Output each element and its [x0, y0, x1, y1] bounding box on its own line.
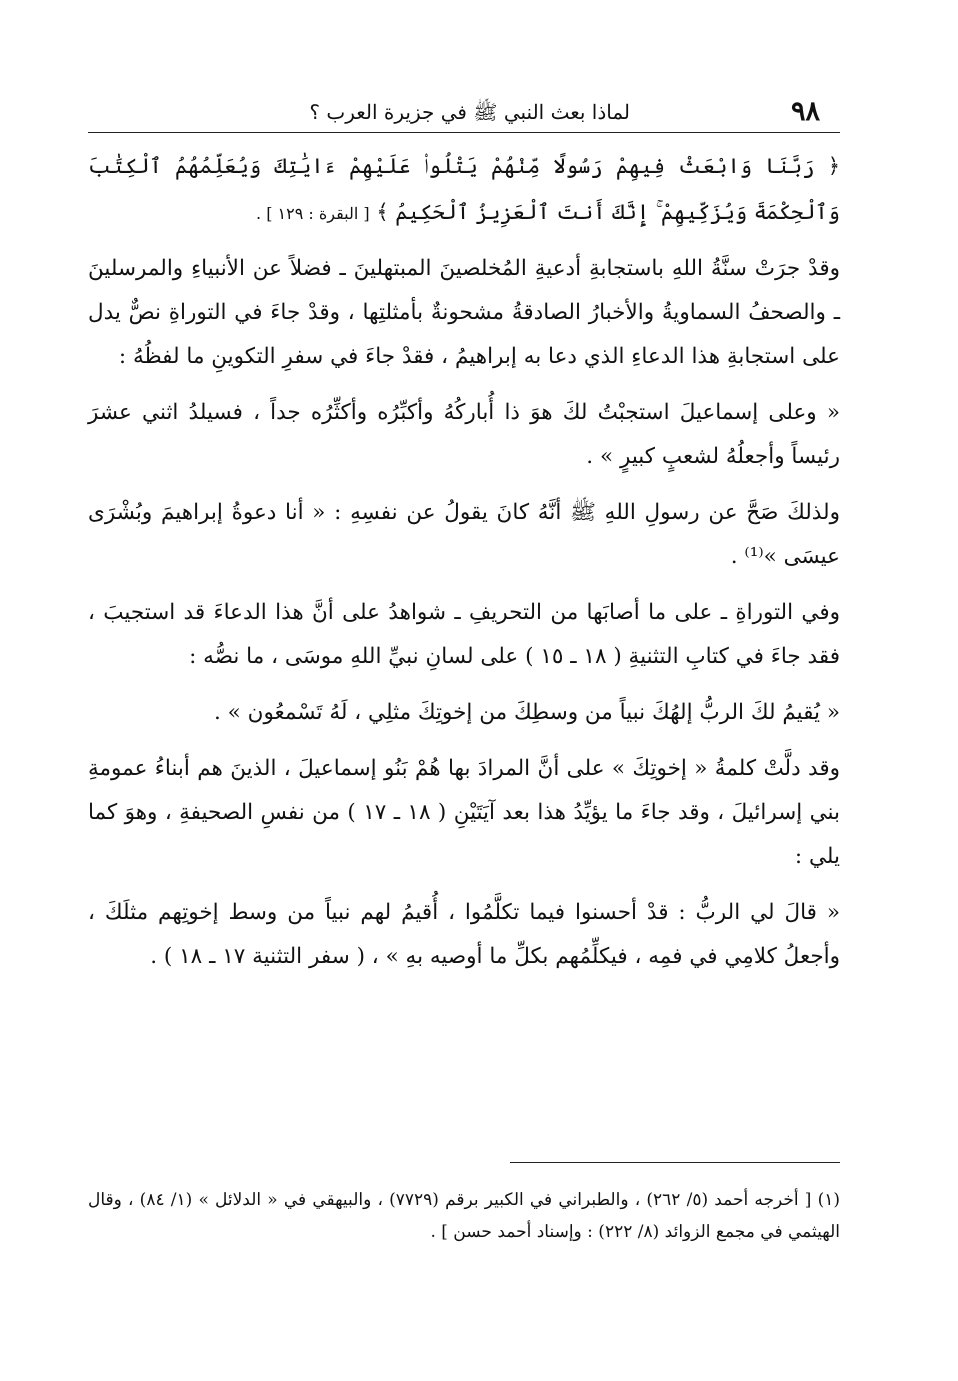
- body-text: [88, 143, 840, 979]
- page-header: [88, 92, 840, 133]
- paragraph: وفي التوراةِ ـ على ما أصابَها من التحريفِ ـ شواهدُ على أنَّ هذا الدعاءَ قد استجيبَ ، فقد جاءَ في كتابِ التثنيةِ ( ١٨ ـ ١٥ ) على لسانِ نبيِّ اللهِ موسَى ، ما نصُّه :: [88, 600, 840, 669]
- quran-verse: [88, 143, 840, 237]
- paragraph: « وعلى إسماعيلَ استجبْتُ لكَ هوَ ذا أُباركُهُ وأكبِّرُه وأكثِّرُه جداً ، فسيلدُ اثني عشرَ رئيساً وأجعلُهُ لشعبٍ كبيرٍ » .: [88, 400, 840, 469]
- verse-reference: [ البقرة : ١٢٩ ] .: [256, 204, 370, 223]
- page-number: ٩٨: [790, 96, 820, 127]
- verse-text: ﴿ رَبَّنَا وَابْعَثْ فِيهِمْ رَسُولًا مِّنْهُمْ يَتْلُوا۟ عَلَيْهِمْ ءَايَٰتِكَ وَيُعَلِّمُهُمُ ٱلْكِتَٰبَ وَٱلْحِكْمَةَ وَيُزَكِّيهِمْ ۚ إِنَّكَ أَنتَ ٱلْعَزِيزُ ٱلْحَكِيمُ ﴾: [88, 154, 840, 224]
- paragraph: « قالَ لي الربُّ : قدْ أحسنوا فيما تكلَّمُوا ، أُقيمُ لهم نبياً من وسط إخوتِهم مثلَكَ ، وأجعلُ كلامِي في فمِه ، فيكلِّمُهم بكلِّ ما أوصيه بهِ » ، ( سفر التثنية ١٧ ـ ١٨ ) .: [88, 900, 840, 969]
- footnote: (١) [ أخرجه أحمد (٥/ ٢٦٢) ، والطبراني في الكبير برقم (٧٧٢٩) ، والبيهقي في « الدلائل » (١/ ٨٤) ، وقال الهيثمي في مجمع الزوائد (٨/ ٢٢٢) : وإسناد أحمد حسن ] .: [88, 1190, 841, 1242]
- footnote-divider: [510, 1162, 840, 1163]
- paragraph: وقد دلَّتْ كلمةُ « إخوتِكَ » على أنَّ المرادَ بها هُمْ بَنُو إسماعيلَ ، الذينَ هم أبناءُ عمومةِ بني إسرائيلَ ، وقد جاءَ ما يؤيِّدُ هذا بعد آيَتَيْنِ ( ١٨ ـ ١٧ ) من نفسِ الصحيفةِ ، وهوَ كما يلي :: [88, 756, 841, 869]
- paragraph: « يُقيمُ لكَ الربُّ إلهُكَ نبياً من وسطِكَ من إخوتِكَ مثلِي ، لَهُ تَسْمعُون » .: [214, 700, 840, 725]
- paragraph: ولذلكَ صَحَّ عن رسولِ اللهِ ﷺ أنَّهُ كانَ يقولُ عن نفسِهِ : « أنا دعوةُ إبراهيمَ وبُشْرَى عيسَى »⁽¹⁾ .: [88, 500, 840, 569]
- running-title: لماذا بعث النبي ﷺ في جزيرة العرب ؟: [309, 100, 630, 124]
- footnotes: [88, 1184, 840, 1248]
- page: [88, 92, 840, 1292]
- paragraph: وقدْ جرَتْ سنَّةُ اللهِ باستجابةِ أدعيةِ المُخلصينَ المبتهلينَ ـ فضلاً عن الأنبياءِ والمرسلينَ ـ والصحفُ السماويةُ والأخبارُ الصادقةُ مشحونةٌ بأمثلتِها ، وقدْ جاءَ في التوراةِ نصٌّ يدل على استجابةِ هذا الدعاءِ الذي دعا به إبراهيمُ ، فقدْ جاءَ في سفرِ التكوينِ ما لفظُهُ :: [88, 256, 840, 369]
